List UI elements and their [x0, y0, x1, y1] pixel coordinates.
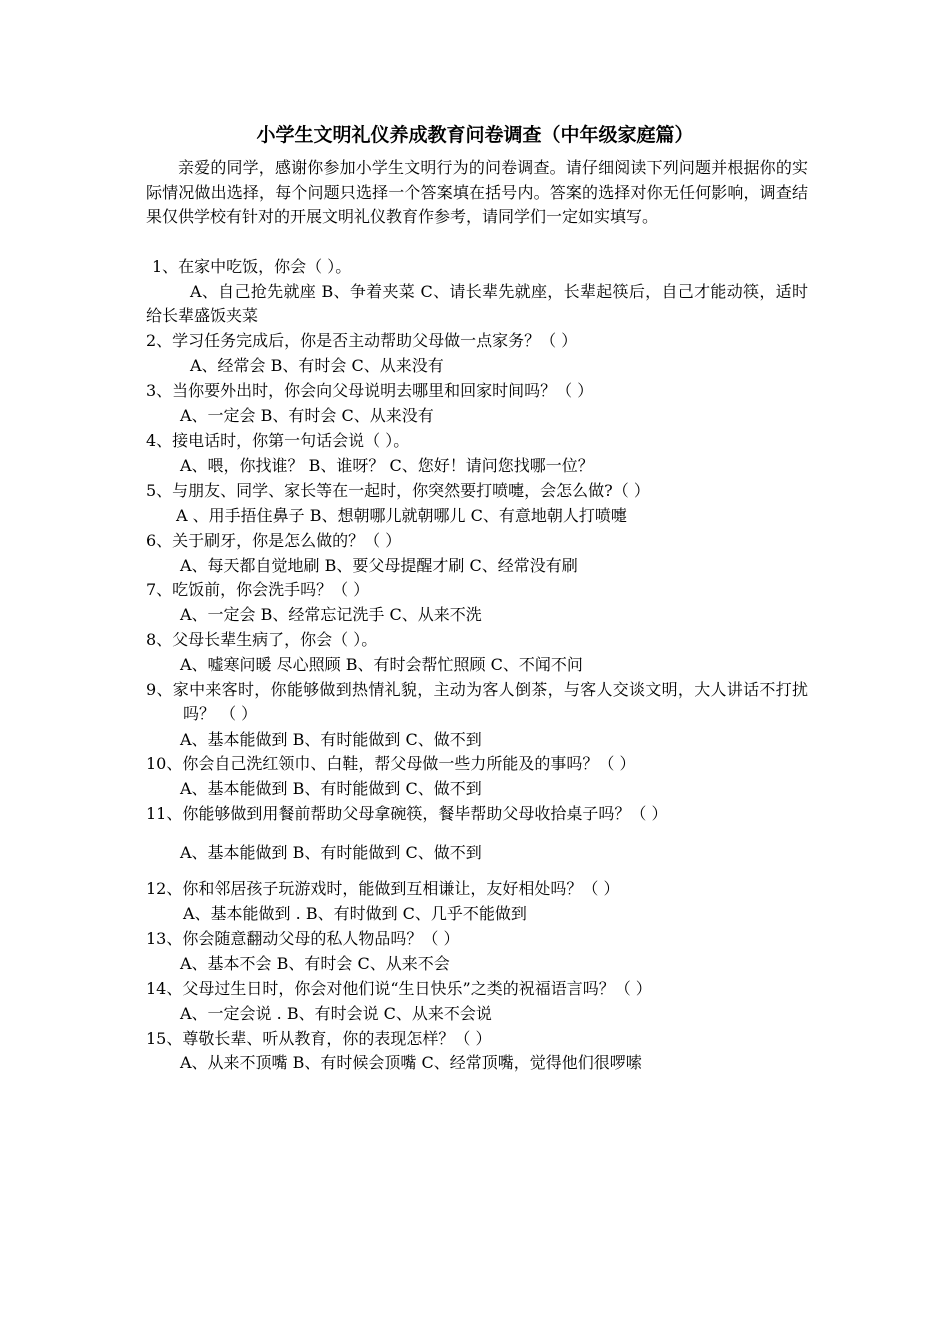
answer-1: A、自己抢先就座 B、争着夹菜 C、请长辈先就座，长辈起筷后，自己才能动筷，适时给长辈盛饭夹菜: [146, 282, 808, 325]
answer-7: A、一定会 B、经常忘记洗手 C、从来不洗: [180, 605, 482, 624]
question-2: 2、学习任务完成后，你是否主动帮助父母做一点家务？（ ）: [146, 331, 578, 350]
answer-13: A、基本不会 B、有时会 C、从来不会: [180, 954, 450, 973]
question-6: 6、关于刷牙，你是怎么做的？（ ）: [146, 531, 402, 550]
question-12: 12、你和邻居孩子玩游戏时，能做到互相谦让，友好相处吗？（ ）: [146, 879, 620, 898]
answer-15: A、从来不顶嘴 B、有时候会顶嘴 C、经常顶嘴，觉得他们很啰嗦: [180, 1053, 642, 1072]
answer-9: A、基本能做到 B、有时能做到 C、做不到: [180, 730, 482, 749]
question-14: 14、父母过生日时，你会对他们说“生日快乐”之类的祝福语言吗？（ ）: [146, 979, 652, 998]
question-13: 13、你会随意翻动父母的私人物品吗？（ ）: [146, 929, 460, 948]
question-8: 8、父母长辈生病了，你会（ ）。: [146, 630, 378, 649]
question-3: 3、当你要外出时，你会向父母说明去哪里和回家时间吗？（ ）: [146, 381, 594, 400]
answer-6: A、每天都自觉地刷 B、要父母提醒才刷 C、经常没有刷: [180, 556, 578, 575]
question-10: 10、你会自己洗红领巾、白鞋，帮父母做一些力所能及的事吗？（ ）: [146, 754, 636, 773]
answer-11: A、基本能做到 B、有时能做到 C、做不到: [180, 843, 482, 862]
answer-3: A、一定会 B、有时会 C、从来没有: [180, 406, 434, 425]
intro-paragraph: 亲爱的同学，感谢你参加小学生文明行为的问卷调查。请仔细阅读下列问题并根据你的实际情况做出选择，每个问题只选择一个答案填在括号内。答案的选择对你无任何影响，调查结果仅供学校有针对的开展文明礼仪教育作参考，请同学们一定如实填写。: [146, 158, 808, 227]
question-7: 7、吃饭前，你会洗手吗？（ ）: [146, 580, 370, 599]
answer-10: A、基本能做到 B、有时能做到 C、做不到: [180, 779, 482, 798]
question-1: 1、在家中吃饭，你会（ ）。: [152, 257, 352, 276]
answer-12: A、基本能做到 . B、有时做到 C、几乎不能做到: [183, 904, 527, 923]
answer-14: A、一定会说 . B、有时会说 C、从来不会说: [180, 1004, 492, 1023]
answer-2: A、经常会 B、有时会 C、从来没有: [190, 356, 444, 375]
page-title: 小学生文明礼仪养成教育问卷调查（中年级家庭篇）: [256, 124, 694, 146]
answer-8: A、嘘寒问暖 尽心照顾 B、有时会帮忙照顾 C、不闻不问: [180, 655, 583, 674]
question-5: 5、与朋友、同学、家长等在一起时，你突然要打喷嚏，会怎么做?（ ）: [146, 481, 650, 500]
answer-5: A 、用手捂住鼻子 B、想朝哪儿就朝哪儿 C、有意地朝人打喷嚏: [176, 506, 627, 525]
question-11: 11、你能够做到用餐前帮助父母拿碗筷，餐毕帮助父母收拾桌子吗？（ ）: [146, 804, 668, 823]
question-15: 15、尊敬长辈、听从教育，你的表现怎样？（ ）: [146, 1029, 492, 1048]
question-9: 9、家中来客时，你能够做到热情礼貌，主动为客人倒茶，与客人交谈文明，大人讲话不打扰吗？ （ ）: [146, 680, 808, 723]
answer-4: A、喂，你找谁？ B、谁呀？ C、您好！请问您找哪一位？: [180, 456, 594, 475]
question-4: 4、接电话时，你第一句话会说（ ）。: [146, 431, 410, 450]
